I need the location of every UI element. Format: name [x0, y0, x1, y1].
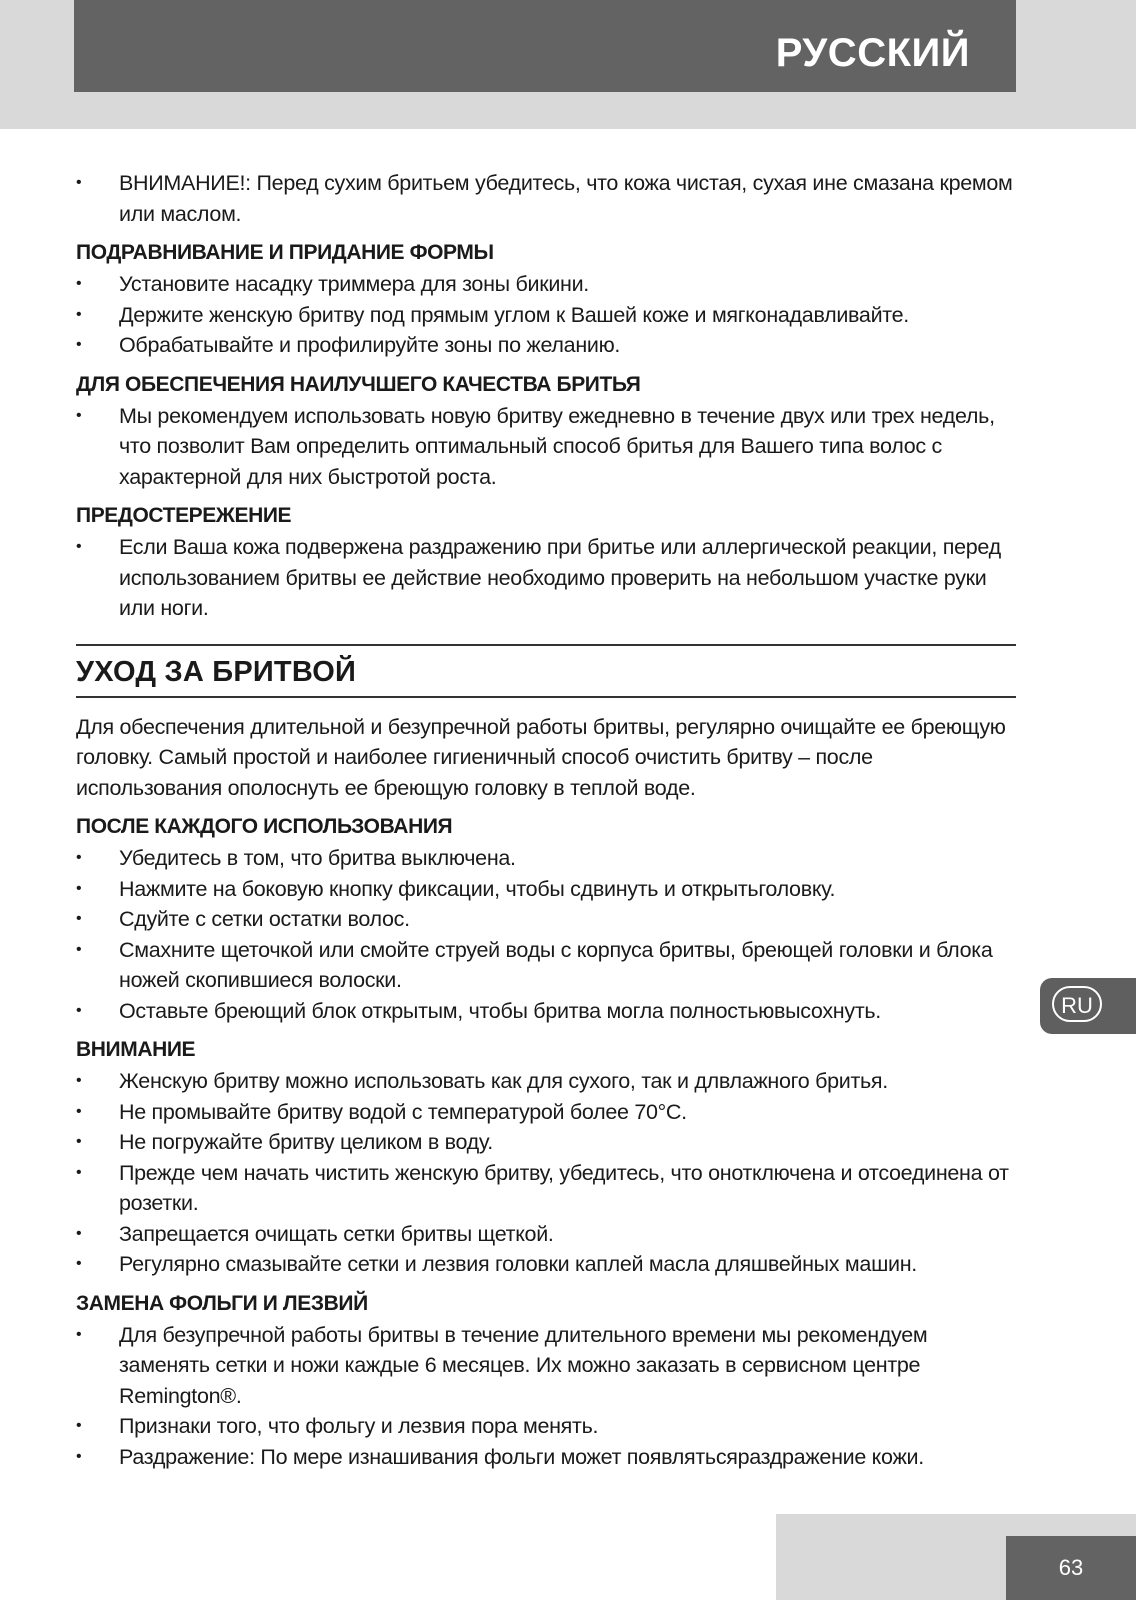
- replacement-list: [76, 1320, 1016, 1473]
- section-heading-after-use: ПОСЛЕ КАЖДОГО ИСПОЛЬЗОВАНИЯ: [76, 815, 453, 838]
- list-item: • Признаки того, что фольгу и лезвия пора менять.: [76, 1411, 1016, 1442]
- list-item: • Держите женскую бритву под прямым углом к Вашей коже и мягконадавливайте.: [76, 300, 1016, 331]
- list-item: • Для безупречной работы бритвы в течение длительного времени мы рекомендуем заменять сетки и ножи каждые 6 месяцев. Их можно заказать в сервисном центре Remington®.: [76, 1320, 1016, 1412]
- section-heading-trimming: ПОДРАВНИВАНИЕ И ПРИДАНИЕ ФОРМЫ: [76, 241, 494, 264]
- section-title-care: УХОД ЗА БРИТВОЙ: [76, 655, 357, 688]
- list-item: • Обрабатывайте и профилируйте зоны по желанию.: [76, 330, 1016, 361]
- page-content: [76, 168, 1016, 1472]
- list-item: • Не погружайте бритву целиком в воду.: [76, 1127, 1016, 1158]
- page-number-box: [1006, 1536, 1136, 1600]
- list-item: • Прежде чем начать чистить женскую бритву, убедитесь, что онотключена и отсоединена от розетки.: [76, 1158, 1016, 1219]
- list-item: • Раздражение: По мере изнашивания фольги может появлятьсяраздражение кожи.: [76, 1442, 1016, 1473]
- list-item: • Оставьте бреющий блок открытым, чтобы бритва могла полностьювысохнуть.: [76, 996, 1016, 1027]
- intro-list: [76, 168, 1016, 229]
- care-paragraph: Для обеспечения длительной и безупречной работы бритвы, регулярно очищайте ее бреющую головку. Самый простой и наиболее гигиеничный способ очистить бритву – после использования ополоснуть ее бреющую головку в теплой воде.: [76, 714, 1006, 800]
- list-item: • Женскую бритву можно использовать как для сухого, так и длвлажного бритья.: [76, 1066, 1016, 1097]
- list-item: • Мы рекомендуем использовать новую бритву ежедневно в течение двух или трех недель, что позволит Вам определить оптимальный способ бритья для Вашего типа волос с характерной для них быстротой роста.: [76, 401, 1016, 493]
- list-item: • Установите насадку триммера для зоны бикини.: [76, 269, 1016, 300]
- trimming-list: [76, 269, 1016, 361]
- best-results-list: [76, 401, 1016, 493]
- language-title: РУССКИЙ: [775, 30, 970, 75]
- section-heading-attention: ВНИМАНИЕ: [76, 1038, 196, 1061]
- list-item: • Запрещается очищать сетки бритвы щеткой.: [76, 1219, 1016, 1250]
- section-heading-best-results: ДЛЯ ОБЕСПЕЧЕНИЯ НАИЛУЧШЕГО КАЧЕСТВА БРИТЬЯ: [76, 372, 641, 396]
- list-item: • Не промывайте бритву водой с температурой более 70°С.: [76, 1097, 1016, 1128]
- list-item: • Сдуйте с сетки остатки волос.: [76, 904, 1016, 935]
- list-item: • ВНИМАНИЕ!: Перед сухим бритьем убедитесь, что кожа чистая, сухая ине смазана кремом или маслом.: [76, 168, 1016, 229]
- list-item: • Если Ваша кожа подвержена раздражению при бритье или аллергической реакции, перед использованием бритвы ее действие необходимо проверить на небольшом участке руки или ноги.: [76, 532, 1016, 624]
- section-heading-caution: ПРЕДОСТЕРЕЖЕНИЕ: [76, 504, 292, 527]
- list-item: • Смахните щеточкой или смойте струей воды с корпуса бритвы, бреющей головки и блока ножей скопившиеся волоски.: [76, 935, 1016, 996]
- list-item: • Убедитесь в том, что бритва выключена.: [76, 843, 1016, 874]
- language-side-tab: [1040, 978, 1136, 1034]
- attention-list: [76, 1066, 1016, 1280]
- ru-badge: RU: [1052, 986, 1102, 1022]
- list-item: • Регулярно смазывайте сетки и лезвия головки каплей масла дляшвейных машин.: [76, 1249, 1016, 1280]
- page-number: 63: [1058, 1555, 1084, 1580]
- caution-list: [76, 532, 1016, 624]
- section-heading-replacement: ЗАМЕНА ФОЛЬГИ И ЛЕЗВИЙ: [76, 1291, 368, 1315]
- after-use-list: [76, 843, 1016, 1026]
- language-header: [74, 0, 1016, 92]
- list-item: • Нажмите на боковую кнопку фиксации, чтобы сдвинуть и открытьголовку.: [76, 874, 1016, 905]
